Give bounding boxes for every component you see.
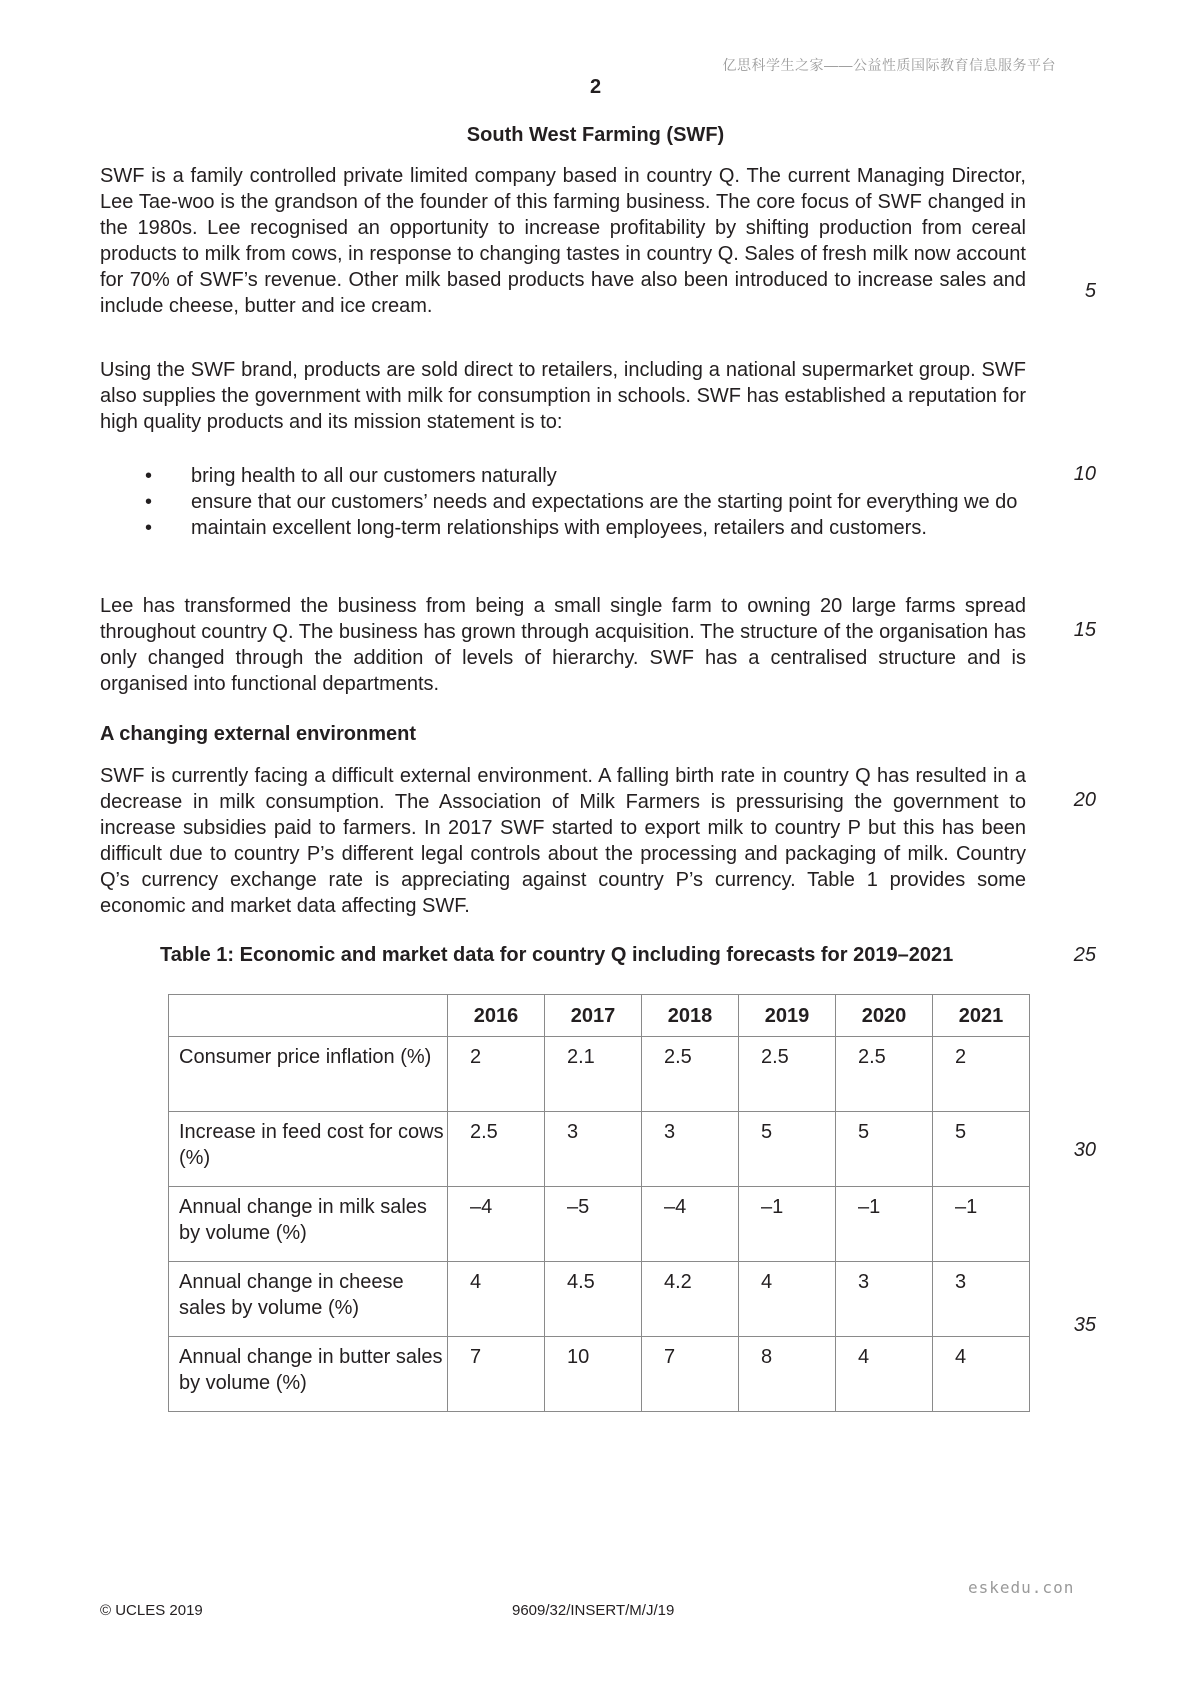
mission-bullet-item (100, 463, 1026, 489)
row-label: Increase in feed cost for cows (%) (169, 1112, 448, 1187)
table-cell: –1 (836, 1187, 933, 1262)
table-cell: 2 (933, 1037, 1030, 1112)
paragraph-growth: Lee has transformed the business from being a small single farm to owning 20 large farms spread throughout country Q. The business has grown through acquisition. The structure of the organisation has only changed through the addition of levels of hierarchy. SWF has a centralised structure and is organised into functional departments. (100, 595, 1026, 695)
table-cell: –4 (642, 1187, 739, 1262)
row-label: Annual change in milk sales by volume (%) (169, 1187, 448, 1262)
table-row (169, 1187, 1030, 1262)
year-header: 2016 (448, 995, 545, 1037)
line-number: 10 (1073, 463, 1096, 485)
document-code: 9609/32/INSERT/M/J/19 (512, 1602, 675, 1619)
line-number: 35 (1073, 1314, 1096, 1336)
table-cell: 4.5 (545, 1262, 642, 1337)
table-cell: 4 (836, 1337, 933, 1412)
paragraph-environment: SWF is currently facing a difficult external environment. A falling birth rate in country Q has resulted in a decrease in milk consumption. The Association of Milk Farmers is pressurising the government to increase subsidies paid to farmers. In 2017 SWF started to export milk to country P but this has been difficult due to country P’s different legal controls about the processing and packaging of milk. Country Q’s currency exchange rate is appreciating against country P’s currency. Table 1 provides some economic and market data affecting SWF. (100, 765, 1026, 917)
table-cell: 5 (836, 1112, 933, 1187)
year-header: 2017 (545, 995, 642, 1037)
row-label: Consumer price inflation (%) (169, 1037, 448, 1112)
year-header: 2019 (739, 995, 836, 1037)
bullet-dot: • (145, 517, 153, 539)
table-row (169, 1262, 1030, 1337)
year-header: 2020 (836, 995, 933, 1037)
watermark-footer: eskedu.con (968, 1578, 1075, 1597)
table-cell: 4 (448, 1262, 545, 1337)
table-cell: 2.1 (545, 1037, 642, 1112)
table-row (169, 1037, 1030, 1112)
line-number: 15 (1073, 619, 1096, 641)
mission-bullet-item (100, 515, 1026, 541)
table-corner-cell (169, 995, 448, 1037)
table-cell: 8 (739, 1337, 836, 1412)
watermark-header: 亿思科学生之家——公益性质国际教育信息服务平台 (722, 57, 1056, 73)
row-label: Annual change in cheese sales by volume (%) (169, 1262, 448, 1337)
table-cell: 2.5 (739, 1037, 836, 1112)
table-cell: 2.5 (836, 1037, 933, 1112)
page-number: 2 (589, 76, 602, 98)
table-cell: –1 (739, 1187, 836, 1262)
table-cell: –5 (545, 1187, 642, 1262)
table-cell: 3 (836, 1262, 933, 1337)
table-row (169, 1112, 1030, 1187)
economic-data-table (168, 994, 1030, 1412)
mission-bullet-text: ensure that our customers’ needs and expectations are the starting point for everything we do (191, 491, 1018, 513)
table-cell: 3 (933, 1262, 1030, 1337)
table-cell: 5 (739, 1112, 836, 1187)
line-number: 30 (1073, 1139, 1096, 1161)
table-caption: Table 1: Economic and market data for country Q including forecasts for 2019–2021 (160, 944, 954, 966)
row-label: Annual change in butter sales by volume (%) (169, 1337, 448, 1412)
line-number: 5 (1084, 280, 1096, 302)
line-number: 20 (1073, 789, 1096, 811)
year-header: 2021 (933, 995, 1030, 1037)
table-cell: 4.2 (642, 1262, 739, 1337)
table-cell: 3 (545, 1112, 642, 1187)
mission-bullet-text: maintain excellent long-term relationships with employees, retailers and customers. (191, 517, 927, 539)
table-cell: 3 (642, 1112, 739, 1187)
table-cell: 5 (933, 1112, 1030, 1187)
bullet-dot: • (145, 491, 153, 513)
case-title: South West Farming (SWF) (466, 124, 725, 146)
table-header-row (169, 995, 1030, 1037)
table-cell: 2.5 (448, 1112, 545, 1187)
table-cell: 4 (739, 1262, 836, 1337)
year-header: 2018 (642, 995, 739, 1037)
mission-bullet-item (100, 489, 1026, 515)
mission-bullet-text: bring health to all our customers naturally (191, 465, 557, 487)
table-cell: 4 (933, 1337, 1030, 1412)
paragraph-intro: SWF is a family controlled private limited company based in country Q. The current Managing Director, Lee Tae-woo is the grandson of the founder of this farming business. The core focus of SWF changed in the 1980s. Lee recognised an opportunity to increase profitability by shifting production from cereal products to milk from cows, in response to changing tastes in country Q. Sales of fresh milk now account for 70% of SWF’s revenue. Other milk based products have also been introduced to increase sales and include cheese, butter and ice cream. (100, 165, 1026, 317)
table-cell: 2 (448, 1037, 545, 1112)
mission-bullet-list (100, 463, 1026, 541)
table-row (169, 1337, 1030, 1412)
paragraph-brand: Using the SWF brand, products are sold direct to retailers, including a national supermarket group. SWF also supplies the government with milk for consumption in schools. SWF has established a reputation for high quality products and its mission statement is to: (100, 359, 1026, 433)
table-cell: –4 (448, 1187, 545, 1262)
table-cell: –1 (933, 1187, 1030, 1262)
table-cell: 7 (642, 1337, 739, 1412)
copyright-notice: © UCLES 2019 (100, 1602, 203, 1619)
table-cell: 10 (545, 1337, 642, 1412)
line-number: 25 (1073, 944, 1096, 966)
table-cell: 2.5 (642, 1037, 739, 1112)
table-cell: 7 (448, 1337, 545, 1412)
bullet-dot: • (145, 465, 153, 487)
section-heading: A changing external environment (100, 723, 416, 745)
